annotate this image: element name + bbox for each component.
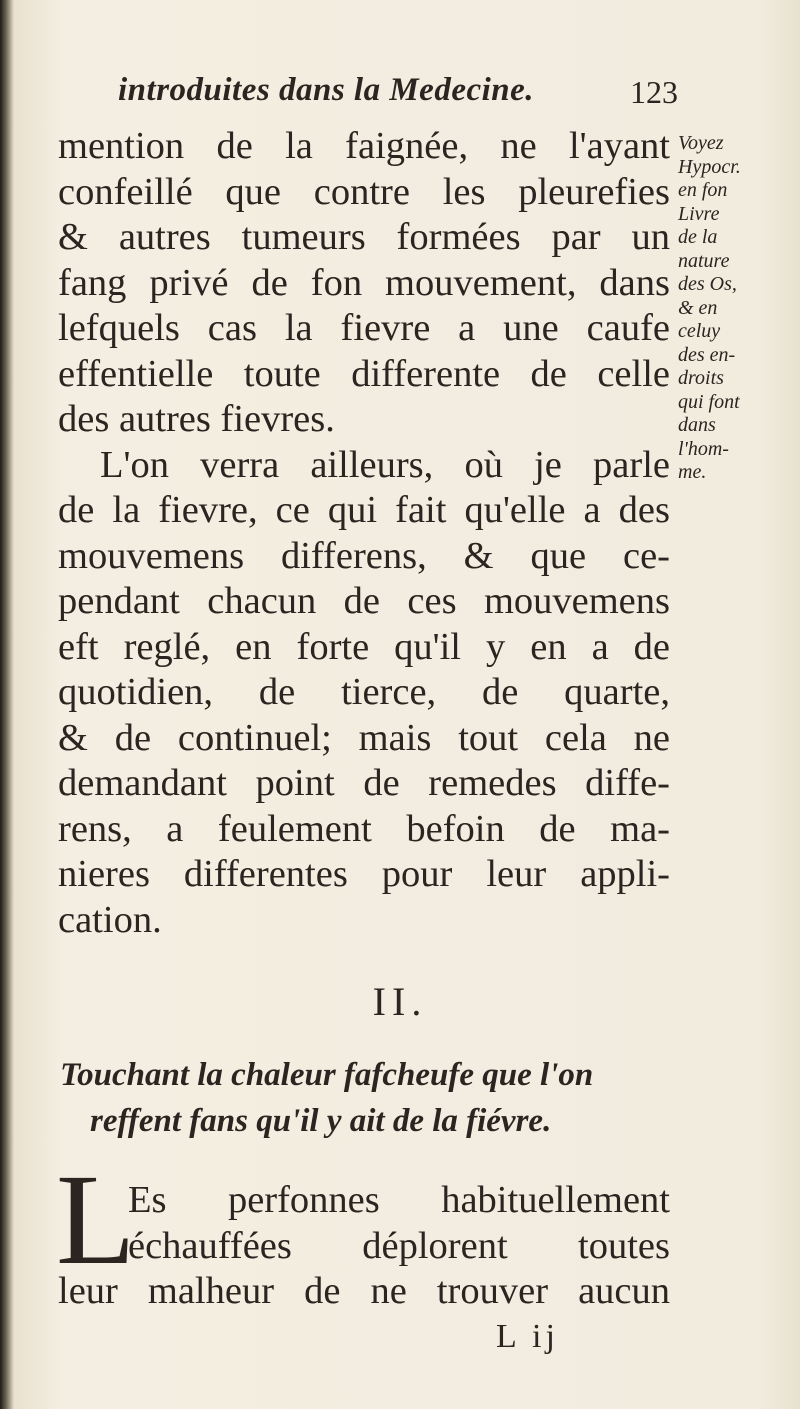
margin-line: nature	[678, 249, 730, 272]
text-line: demandant point de remedes diffe-	[58, 762, 670, 804]
text-line: leur malheur de ne trouver aucun	[58, 1270, 670, 1312]
text-line: des autres fievres.	[58, 398, 335, 440]
running-title: introduites dans la Medecine.	[118, 72, 535, 108]
margin-line: Voyez	[678, 132, 724, 154]
margin-line: en fon	[678, 179, 728, 201]
margin-line: des en-	[678, 343, 736, 366]
text-line: échauffées déplorent toutes	[128, 1224, 670, 1267]
margin-line: me.	[678, 461, 707, 483]
text-line: & de continuel; mais tout cela ne	[58, 716, 670, 759]
margin-line: Hypocr.	[678, 155, 741, 178]
margin-line: droits	[678, 367, 724, 389]
text-line: & autres tumeurs formées par un	[58, 216, 670, 258]
text-line: eft reglé, en forte qu'il y en a de	[58, 625, 670, 668]
margin-line: celuy	[678, 320, 721, 342]
margin-line: dans	[678, 414, 716, 436]
margin-line: qui font	[678, 390, 740, 413]
text-line: nieres differentes pour leur appli-	[58, 853, 670, 895]
text-line: pendant chacun de ces mouvemens	[58, 580, 670, 622]
text-line: effentielle toute differente de celle	[58, 352, 670, 395]
margin-line: l'hom-	[678, 437, 729, 460]
margin-line: & en	[678, 296, 718, 319]
text-line: rens, a feulement befoin de ma-	[58, 807, 670, 850]
text-line: fang privé de fon mouvement, dans	[58, 261, 670, 304]
text-line: lefquels cas la fievre a une caufe	[58, 307, 670, 349]
section-title	[60, 1052, 680, 1144]
margin-line: des Os,	[678, 273, 737, 295]
drop-cap: L	[56, 1148, 136, 1292]
section-title-line: Touchant la chaleur fafcheufe que l'on	[60, 1057, 594, 1093]
marginal-note	[678, 132, 798, 485]
page-header	[118, 72, 678, 122]
second-paragraph	[58, 1178, 670, 1315]
text-line: de la fievre, ce qui fait qu'elle a des	[58, 489, 670, 531]
margin-line: Livre	[678, 202, 720, 225]
section-number: II.	[372, 979, 428, 1024]
main-paragraph	[58, 124, 670, 943]
text-line: L'on verra ailleurs, où je parle	[100, 443, 670, 486]
page-number: 123	[630, 74, 678, 110]
text-line: confeillé que contre les pleurefies	[58, 170, 670, 213]
signature-mark: L ij	[496, 1318, 559, 1355]
text-line: quotidien, de tierce, de quarte,	[58, 671, 670, 713]
text-line: mouvemens differens, & que ce-	[58, 534, 670, 577]
margin-line: de la	[678, 226, 718, 248]
text-line: Es perfonnes habituellement	[128, 1179, 670, 1221]
section-title-line: reffent fans qu'il y ait de la fiévre.	[90, 1103, 552, 1139]
text-line: mention de la faignée, ne l'ayant	[58, 125, 670, 167]
text-line: cation.	[58, 898, 162, 941]
